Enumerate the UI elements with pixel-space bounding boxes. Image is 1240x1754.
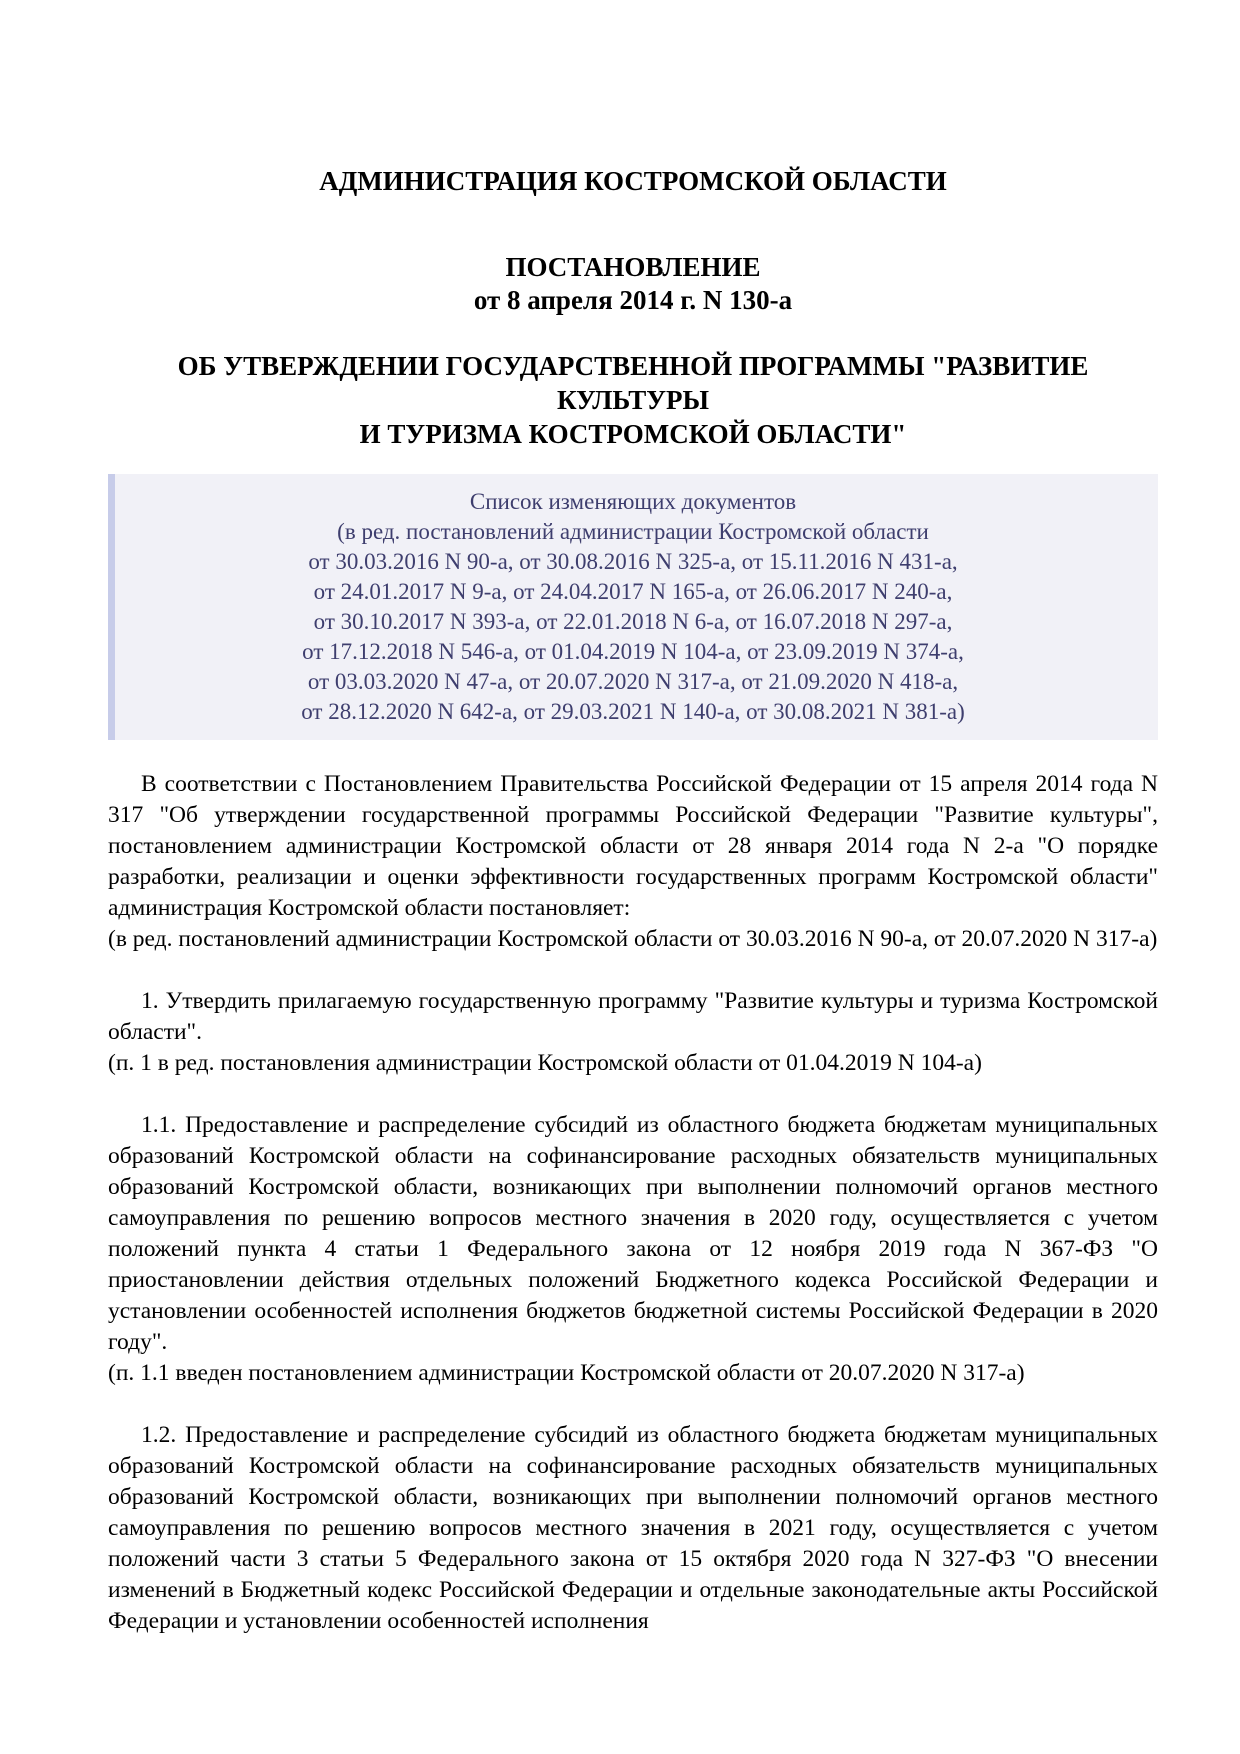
doc-type-block	[108, 251, 1158, 317]
paragraph-intro: В соответствии с Постановлением Правительства Российской Федерации от 15 апреля 2014 года N 317 "Об утверждении государственной программы Российской Федерации "Развитие культуры", постановлением администрации Костромской области от 28 января 2014 года N 2-а "О порядке разработки, реализации и оценки эффективности государственных программ Костромской области" администрация Костромской области постановляет:	[108, 771, 1158, 921]
doc-subject	[108, 349, 1158, 451]
paragraph-item-1: 1. Утвердить прилагаемую государственную программу "Развитие культуры и туризма Костромской области".	[108, 988, 1158, 1045]
paragraph-item-1-amendment-note: (п. 1 в ред. постановления администрации Костромской области от 01.04.2019 N 104-а)	[108, 1050, 982, 1076]
paragraph-item-1-1-amendment-note: (п. 1.1 введен постановлением администрации Костромской области от 20.07.2020 N 317-а)	[108, 1360, 1025, 1386]
amendments-line: от 30.10.2017 N 393-а, от 22.01.2018 N 6-а, от 16.07.2018 N 297-а,	[313, 609, 953, 634]
amendments-line: от 03.03.2020 N 47-а, от 20.07.2020 N 317-а, от 21.09.2020 N 418-а,	[307, 669, 959, 694]
amendments-line: от 17.12.2018 N 546-а, от 01.04.2019 N 104-а, от 23.09.2019 N 374-а,	[302, 639, 964, 664]
organization-title: АДМИНИСТРАЦИЯ КОСТРОМСКОЙ ОБЛАСТИ	[319, 166, 947, 196]
amendments-line: (в ред. постановлений администрации Костромской области	[337, 519, 929, 544]
paragraph-group-intro	[108, 769, 1158, 955]
paragraph-item-1-1: 1.1. Предоставление и распределение субсидий из областного бюджета бюджетам муниципальных образований Костромской области на софинансирование расходных обязательств муниципальных образований Костромской области, возникающих при выполнении полномочий органов местного самоуправления по решению вопросов местного значения в 2020 году, осуществляется с учетом положений пункта 4 статьи 1 Федерального закона от 12 ноября 2019 года N 367-ФЗ "О приостановлении действия отдельных положений Бюджетного кодекса Российской Федерации и установлении особенностей исполнения бюджетов бюджетной системы Российской Федерации в 2020 году".	[108, 1112, 1158, 1355]
doc-subject-line-3: И ТУРИЗМА КОСТРОМСКОЙ ОБЛАСТИ"	[359, 419, 907, 449]
amendments-box	[108, 474, 1158, 740]
paragraph-group-item-1-1	[108, 1110, 1158, 1389]
amendments-line: от 30.03.2016 N 90-а, от 30.08.2016 N 325-а, от 15.11.2016 N 431-а,	[308, 549, 958, 574]
doc-subject-line-1: ОБ УТВЕРЖДЕНИИ ГОСУДАРСТВЕННОЙ ПРОГРАММЫ "РАЗВИТИЕ	[177, 351, 1089, 381]
paragraph-group-item-1-2	[108, 1420, 1158, 1637]
amendments-line: от 24.01.2017 N 9-а, от 24.04.2017 N 165-а, от 26.06.2017 N 240-а,	[313, 579, 953, 604]
document-body	[108, 769, 1158, 1637]
amendments-title: Список изменяющих документов	[469, 489, 797, 514]
doc-subject-line-2: КУЛЬТУРЫ	[556, 385, 710, 415]
doc-type: ПОСТАНОВЛЕНИЕ	[505, 252, 761, 282]
amendments-line: от 28.12.2020 N 642-а, от 29.03.2021 N 140-а, от 30.08.2021 N 381-а)	[301, 699, 965, 724]
paragraph-item-1-2: 1.2. Предоставление и распределение субсидий из областного бюджета бюджетам муниципальных образований Костромской области на софинансирование расходных обязательств муниципальных образований Костромской области, возникающих при выполнении полномочий органов местного самоуправления по решению вопросов местного значения в 2021 году, осуществляется с учетом положений части 3 статьи 5 Федерального закона от 15 октября 2020 года N 327-ФЗ "О внесении изменений в Бюджетный кодекс Российской Федерации и отдельные законодательные акты Российской Федерации и установлении особенностей исполнения	[108, 1422, 1158, 1634]
doc-date-number: от 8 апреля 2014 г. N 130-а	[473, 285, 793, 315]
paragraph-intro-amendment-note: (в ред. постановлений администрации Костромской области от 30.03.2016 N 90-а, от 20.07.2020 N 317-а)	[108, 926, 1158, 952]
paragraph-group-item-1	[108, 986, 1158, 1079]
